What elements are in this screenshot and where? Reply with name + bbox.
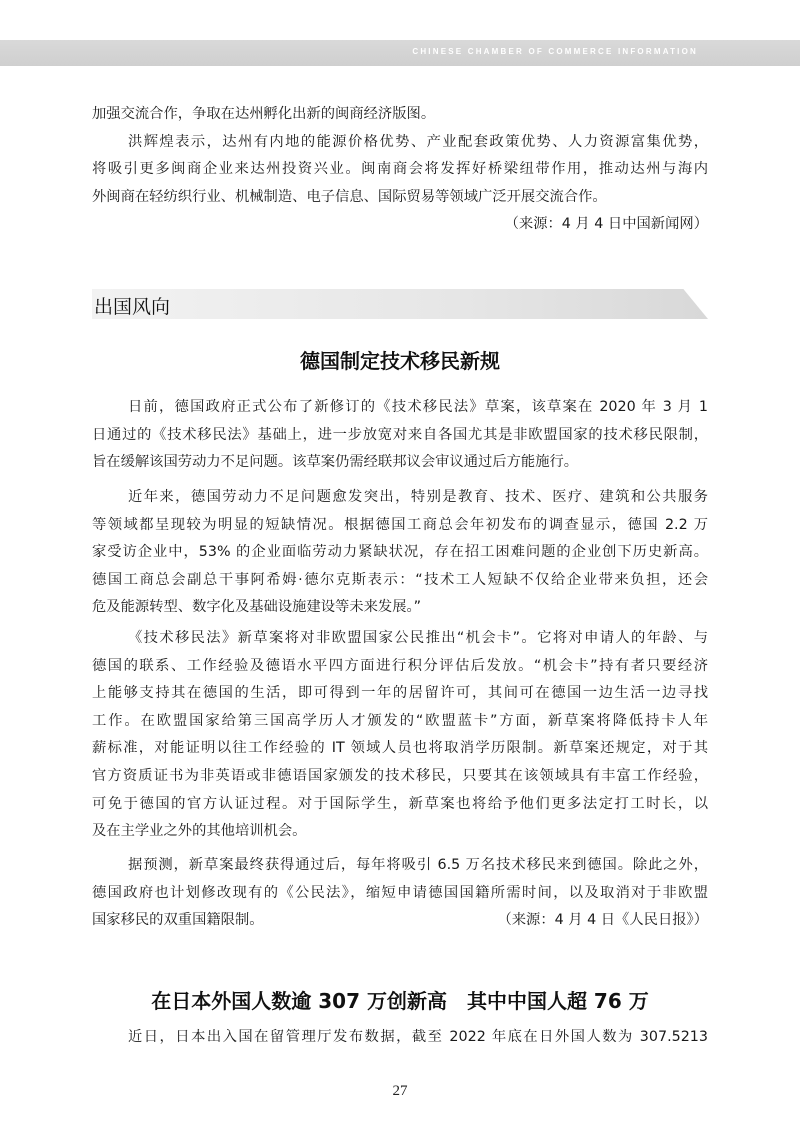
text-line: 外闽商在轻纺织行业、机械制造、电子信息、国际贸易等领域广泛开展交流合作。 <box>92 188 607 205</box>
text-line: 上能够支持其在德国的生活，即可得到一年的居留许可，其间可在德国一边生活一边寻找 <box>92 685 708 702</box>
article-paragraph <box>92 1024 708 1052</box>
section-header-bar <box>92 289 708 319</box>
text-line <box>92 907 708 935</box>
text-fragment: 国家移民的双重国籍限制。 <box>92 912 264 929</box>
text-line: 将吸引更多闽商企业来达州投资兴业。闽南商会将发挥好桥梁纽带作用，推动达州与海内 <box>92 161 708 178</box>
text-line: 官方资质证书为非英语或非德语国家颁发的技术移民，只要其在该领域具有丰富工作经验， <box>92 767 708 784</box>
text-line: 等领域都呈现较为明显的短缺情况。根据德国工商总会年初发布的调查显示，德国 2.2 万 <box>92 516 708 533</box>
text-line: 德国的联系、工作经验及德语水平四方面进行积分评估后发放。“机会卡”持有者只要经济 <box>92 657 708 674</box>
text-line: 据预测，新草案最终获得通过后，每年将吸引 6.5 万名技术移民来到德国。除此之外， <box>128 857 708 873</box>
intro-paragraph <box>92 101 708 239</box>
text-line: 洪辉煌表示，达州有内地的能源价格优势、产业配套政策优势、人力资源富集优势， <box>128 133 708 150</box>
article-paragraph <box>92 394 708 477</box>
article-title: 在日本外国人数逾 307 万创新高 其中中国人超 76 万 <box>151 989 649 1013</box>
source-citation: （来源：4 月 4 日《人民日报》） <box>497 912 708 929</box>
text-line: 可免于德国的官方认证过程。对于国际学生，新草案也将给予他们更多法定打工时长，以 <box>92 795 708 812</box>
text-line: 危及能源转型、数字化及基础设施建设等未来发展。” <box>92 599 422 616</box>
text-line: 近日，日本出入国在留管理厅发布数据，截至 2022 年底在日外国人数为 307.5213 <box>128 1029 708 1045</box>
publication-header: CHINESE CHAMBER OF COMMERCE INFORMATION <box>412 47 698 56</box>
text-line: 及在主学业之外的其他培训机会。 <box>92 823 307 840</box>
text-line: 日通过的《技术移民法》基础上，进一步放宽对来自各国尤其是非欧盟国家的技术移民限制， <box>92 426 708 443</box>
text-line: 德国政府也计划修改现有的《公民法》，缩短申请德国国籍所需时间，以及取消对于非欧盟 <box>92 884 708 901</box>
text-line: 加强交流合作，争取在达州孵化出新的闽商经济版图。 <box>92 106 436 122</box>
source-citation: （来源：4 月 4 日中国新闻网） <box>504 216 708 233</box>
article-paragraph <box>92 625 708 846</box>
text-line: 日前，德国政府正式公布了新修订的《技术移民法》草案，该草案在 2020 年 3 月 1 <box>128 399 708 415</box>
text-line: 薪标准，对能证明以往工作经验的 IT 领域人员也将取消学历限制。新草案还规定，对于其 <box>92 740 708 757</box>
text-line: 近年来，德国劳动力不足问题愈发突出，特别是教育、技术、医疗、建筑和公共服务 <box>128 489 708 505</box>
text-line: 工作。在欧盟国家给第三国高学历人才颁发的“欧盟蓝卡”方面，新草案将降低持卡人年 <box>92 712 708 729</box>
section-title: 出国风向 <box>94 296 171 318</box>
text-line: 旨在缓解该国劳动力不足问题。该草案仍需经联邦议会审议通过后方能施行。 <box>92 454 579 471</box>
article-paragraph <box>92 484 708 622</box>
page-number: 27 <box>392 1083 408 1099</box>
text-line: 《技术移民法》新草案将对非欧盟国家公民推出“机会卡”。它将对申请人的年龄、与 <box>128 630 708 646</box>
text-line: 家受访企业中，53% 的企业面临劳动力紧缺状况，存在招工困难问题的企业创下历史新高。 <box>92 544 708 561</box>
article-paragraph <box>92 852 708 935</box>
text-line: 德国工商总会副总干事阿希姆·德尔克斯表示：“技术工人短缺不仅给企业带来负担，还会 <box>92 571 708 588</box>
article-title: 德国制定技术移民新规 <box>300 349 500 373</box>
